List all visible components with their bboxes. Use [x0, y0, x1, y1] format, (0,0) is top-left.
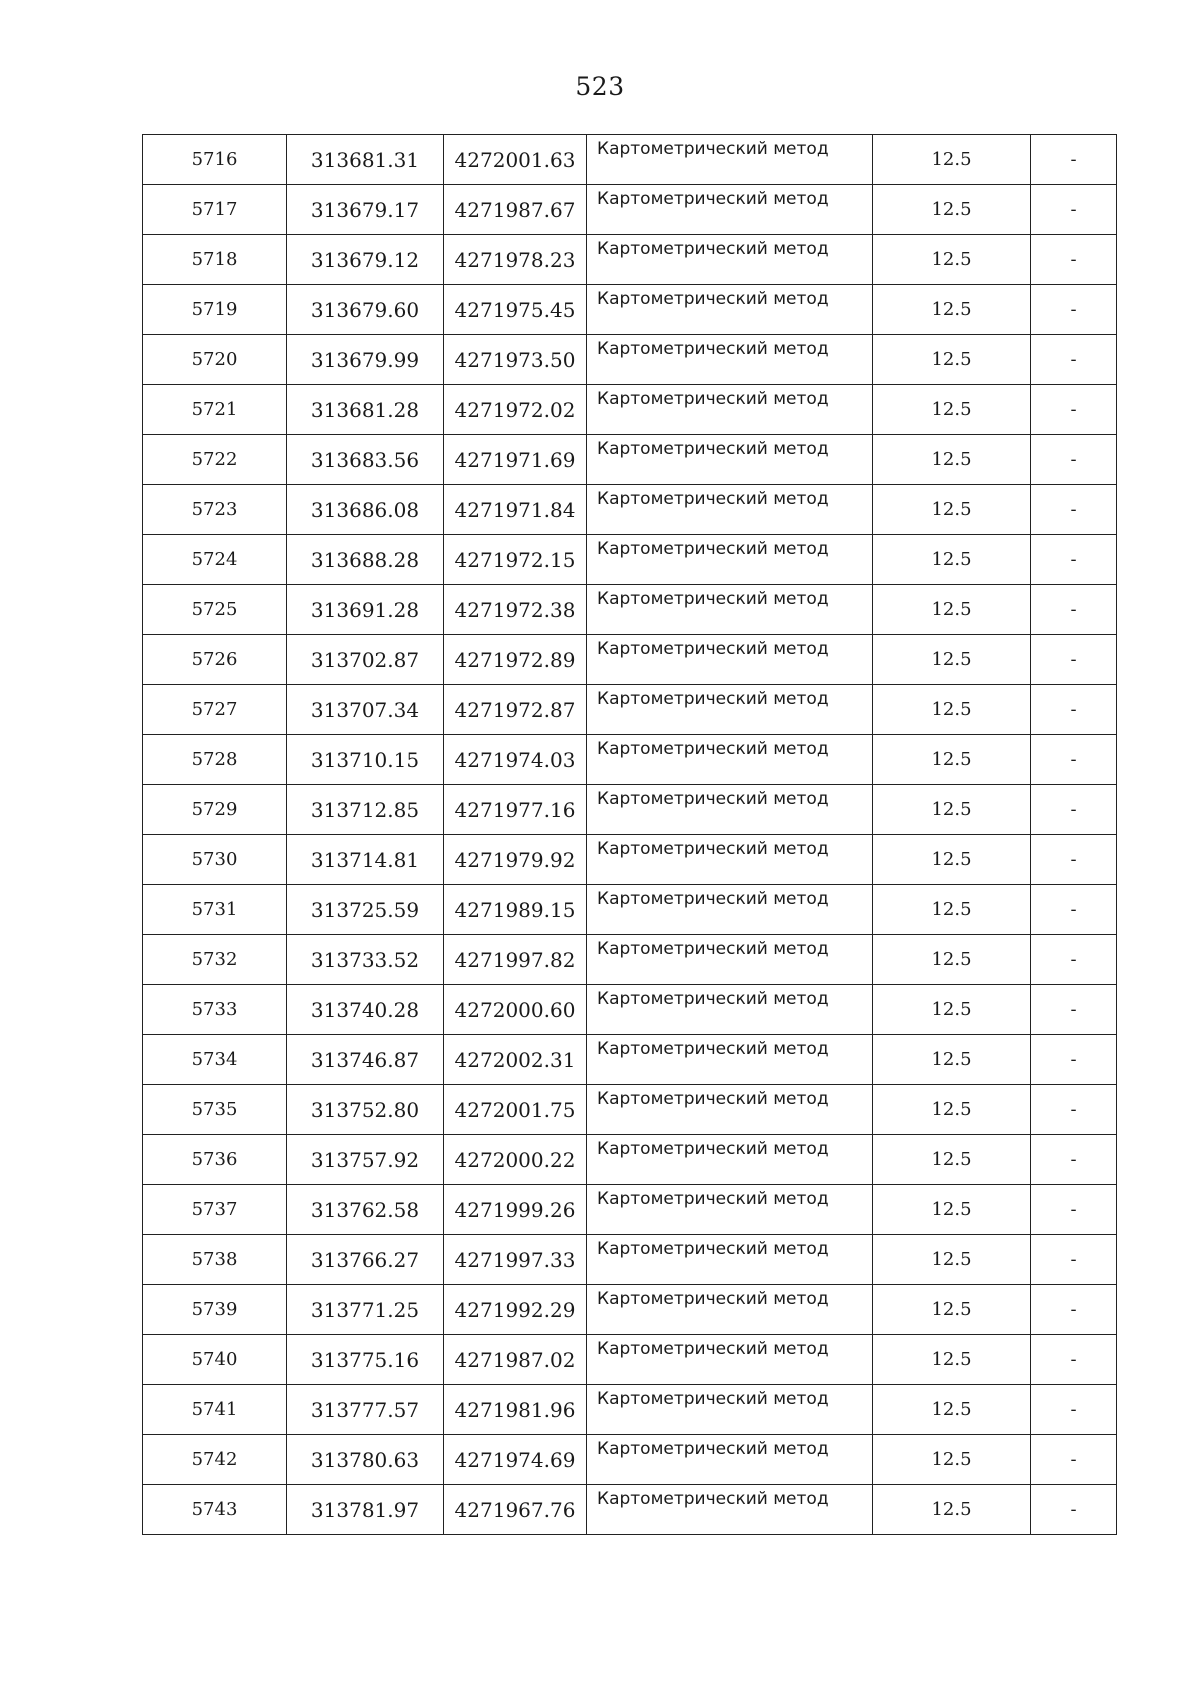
cell-y-coordinate: 4271997.82: [444, 935, 587, 985]
cell-accuracy: 12.5: [873, 1235, 1031, 1285]
cell-point-number: 5735: [143, 1085, 287, 1135]
table-row: [143, 285, 1117, 335]
cell-accuracy: 12.5: [873, 635, 1031, 685]
cell-point-number: 5726: [143, 635, 287, 685]
cell-method: Картометрический метод: [587, 385, 873, 435]
cell-accuracy: 12.5: [873, 335, 1031, 385]
cell-x-coordinate: 313771.25: [287, 1285, 444, 1335]
table-row: [143, 135, 1117, 185]
coordinates-table: [142, 134, 1117, 1535]
table-row: [143, 485, 1117, 535]
cell-y-coordinate: 4271971.84: [444, 485, 587, 535]
table-row: [143, 1035, 1117, 1085]
cell-method: Картометрический метод: [587, 885, 873, 935]
cell-accuracy: 12.5: [873, 135, 1031, 185]
cell-y-coordinate: 4271974.03: [444, 735, 587, 785]
cell-y-coordinate: 4271974.69: [444, 1435, 587, 1485]
cell-x-coordinate: 313740.28: [287, 985, 444, 1035]
cell-accuracy: 12.5: [873, 785, 1031, 835]
cell-y-coordinate: 4271972.89: [444, 635, 587, 685]
cell-description: -: [1031, 385, 1117, 435]
cell-x-coordinate: 313679.99: [287, 335, 444, 385]
cell-method: Картометрический метод: [587, 285, 873, 335]
cell-y-coordinate: 4271971.69: [444, 435, 587, 485]
cell-description: -: [1031, 735, 1117, 785]
table-row: [143, 635, 1117, 685]
table-row: [143, 1385, 1117, 1435]
cell-y-coordinate: 4271972.02: [444, 385, 587, 435]
cell-x-coordinate: 313781.97: [287, 1485, 444, 1535]
table-row: [143, 385, 1117, 435]
table-row: [143, 935, 1117, 985]
cell-description: -: [1031, 1135, 1117, 1185]
cell-point-number: 5741: [143, 1385, 287, 1435]
cell-description: -: [1031, 1235, 1117, 1285]
cell-y-coordinate: 4271987.67: [444, 185, 587, 235]
cell-accuracy: 12.5: [873, 285, 1031, 335]
cell-accuracy: 12.5: [873, 1435, 1031, 1485]
cell-method: Картометрический метод: [587, 935, 873, 985]
cell-y-coordinate: 4271977.16: [444, 785, 587, 835]
table-row: [143, 335, 1117, 385]
cell-x-coordinate: 313746.87: [287, 1035, 444, 1085]
cell-x-coordinate: 313707.34: [287, 685, 444, 735]
cell-y-coordinate: 4271972.38: [444, 585, 587, 635]
cell-point-number: 5731: [143, 885, 287, 935]
cell-method: Картометрический метод: [587, 1335, 873, 1385]
cell-method: Картометрический метод: [587, 485, 873, 535]
cell-accuracy: 12.5: [873, 535, 1031, 585]
cell-x-coordinate: 313712.85: [287, 785, 444, 835]
cell-x-coordinate: 313683.56: [287, 435, 444, 485]
cell-x-coordinate: 313686.08: [287, 485, 444, 535]
table-row: [143, 1135, 1117, 1185]
cell-x-coordinate: 313679.17: [287, 185, 444, 235]
cell-description: -: [1031, 185, 1117, 235]
cell-x-coordinate: 313780.63: [287, 1435, 444, 1485]
table-row: [143, 1085, 1117, 1135]
cell-description: -: [1031, 485, 1117, 535]
table-row: [143, 1485, 1117, 1535]
cell-y-coordinate: 4271979.92: [444, 835, 587, 885]
cell-point-number: 5730: [143, 835, 287, 885]
cell-method: Картометрический метод: [587, 585, 873, 635]
cell-method: Картометрический метод: [587, 1135, 873, 1185]
cell-x-coordinate: 313752.80: [287, 1085, 444, 1135]
cell-method: Картометрический метод: [587, 1235, 873, 1285]
cell-point-number: 5718: [143, 235, 287, 285]
cell-point-number: 5716: [143, 135, 287, 185]
cell-method: Картометрический метод: [587, 335, 873, 385]
cell-x-coordinate: 313679.60: [287, 285, 444, 335]
cell-method: Картометрический метод: [587, 435, 873, 485]
cell-method: Картометрический метод: [587, 685, 873, 735]
cell-description: -: [1031, 285, 1117, 335]
cell-y-coordinate: 4271972.15: [444, 535, 587, 585]
cell-method: Картометрический метод: [587, 535, 873, 585]
table-row: [143, 985, 1117, 1035]
cell-method: Картометрический метод: [587, 635, 873, 685]
cell-description: -: [1031, 1335, 1117, 1385]
table-row: [143, 1235, 1117, 1285]
cell-x-coordinate: 313757.92: [287, 1135, 444, 1185]
table-row: [143, 1435, 1117, 1485]
cell-y-coordinate: 4271981.96: [444, 1385, 587, 1435]
cell-point-number: 5729: [143, 785, 287, 835]
table-row: [143, 685, 1117, 735]
cell-point-number: 5733: [143, 985, 287, 1035]
cell-point-number: 5734: [143, 1035, 287, 1085]
cell-x-coordinate: 313681.31: [287, 135, 444, 185]
cell-accuracy: 12.5: [873, 985, 1031, 1035]
cell-y-coordinate: 4272001.75: [444, 1085, 587, 1135]
cell-x-coordinate: 313691.28: [287, 585, 444, 635]
cell-method: Картометрический метод: [587, 1485, 873, 1535]
cell-method: Картометрический метод: [587, 1435, 873, 1485]
cell-x-coordinate: 313777.57: [287, 1385, 444, 1435]
cell-point-number: 5738: [143, 1235, 287, 1285]
cell-method: Картометрический метод: [587, 735, 873, 785]
cell-method: Картометрический метод: [587, 135, 873, 185]
cell-accuracy: 12.5: [873, 585, 1031, 635]
cell-y-coordinate: 4271999.26: [444, 1185, 587, 1235]
cell-accuracy: 12.5: [873, 835, 1031, 885]
table-row: [143, 535, 1117, 585]
cell-accuracy: 12.5: [873, 1135, 1031, 1185]
cell-description: -: [1031, 1085, 1117, 1135]
cell-point-number: 5723: [143, 485, 287, 535]
cell-description: -: [1031, 535, 1117, 585]
cell-description: -: [1031, 585, 1117, 635]
cell-point-number: 5739: [143, 1285, 287, 1335]
cell-x-coordinate: 313766.27: [287, 1235, 444, 1285]
table-row: [143, 1335, 1117, 1385]
cell-method: Картометрический метод: [587, 835, 873, 885]
cell-method: Картометрический метод: [587, 1085, 873, 1135]
cell-accuracy: 12.5: [873, 235, 1031, 285]
cell-point-number: 5724: [143, 535, 287, 585]
cell-y-coordinate: 4272000.22: [444, 1135, 587, 1185]
cell-y-coordinate: 4271967.76: [444, 1485, 587, 1535]
table-row: [143, 885, 1117, 935]
cell-method: Картометрический метод: [587, 1285, 873, 1335]
cell-point-number: 5721: [143, 385, 287, 435]
cell-method: Картометрический метод: [587, 185, 873, 235]
cell-point-number: 5727: [143, 685, 287, 735]
cell-point-number: 5743: [143, 1485, 287, 1535]
cell-description: -: [1031, 1285, 1117, 1335]
cell-accuracy: 12.5: [873, 1335, 1031, 1385]
cell-description: -: [1031, 785, 1117, 835]
cell-description: -: [1031, 1435, 1117, 1485]
cell-x-coordinate: 313725.59: [287, 885, 444, 935]
cell-point-number: 5722: [143, 435, 287, 485]
cell-point-number: 5719: [143, 285, 287, 335]
cell-point-number: 5717: [143, 185, 287, 235]
table-row: [143, 435, 1117, 485]
cell-method: Картометрический метод: [587, 1185, 873, 1235]
cell-x-coordinate: 313762.58: [287, 1185, 444, 1235]
cell-method: Картометрический метод: [587, 1035, 873, 1085]
cell-x-coordinate: 313702.87: [287, 635, 444, 685]
cell-point-number: 5732: [143, 935, 287, 985]
cell-method: Картометрический метод: [587, 785, 873, 835]
cell-description: -: [1031, 1185, 1117, 1235]
cell-point-number: 5737: [143, 1185, 287, 1235]
cell-y-coordinate: 4271973.50: [444, 335, 587, 385]
cell-method: Картометрический метод: [587, 1385, 873, 1435]
cell-description: -: [1031, 235, 1117, 285]
cell-description: -: [1031, 135, 1117, 185]
cell-accuracy: 12.5: [873, 385, 1031, 435]
cell-description: -: [1031, 1385, 1117, 1435]
cell-accuracy: 12.5: [873, 1485, 1031, 1535]
cell-y-coordinate: 4272001.63: [444, 135, 587, 185]
table-row: [143, 785, 1117, 835]
cell-description: -: [1031, 685, 1117, 735]
cell-accuracy: 12.5: [873, 1035, 1031, 1085]
cell-x-coordinate: 313714.81: [287, 835, 444, 885]
cell-accuracy: 12.5: [873, 185, 1031, 235]
cell-accuracy: 12.5: [873, 685, 1031, 735]
cell-accuracy: 12.5: [873, 485, 1031, 535]
cell-description: -: [1031, 335, 1117, 385]
cell-y-coordinate: 4271972.87: [444, 685, 587, 735]
cell-description: -: [1031, 985, 1117, 1035]
cell-accuracy: 12.5: [873, 1385, 1031, 1435]
table-row: [143, 835, 1117, 885]
table-row: [143, 1185, 1117, 1235]
table-row: [143, 185, 1117, 235]
cell-y-coordinate: 4271992.29: [444, 1285, 587, 1335]
cell-x-coordinate: 313710.15: [287, 735, 444, 785]
cell-point-number: 5740: [143, 1335, 287, 1385]
cell-accuracy: 12.5: [873, 1185, 1031, 1235]
cell-point-number: 5725: [143, 585, 287, 635]
page-number: 523: [575, 72, 625, 101]
cell-y-coordinate: 4271997.33: [444, 1235, 587, 1285]
cell-x-coordinate: 313679.12: [287, 235, 444, 285]
cell-accuracy: 12.5: [873, 435, 1031, 485]
table-row: [143, 235, 1117, 285]
cell-x-coordinate: 313681.28: [287, 385, 444, 435]
cell-y-coordinate: 4272000.60: [444, 985, 587, 1035]
cell-description: -: [1031, 935, 1117, 985]
cell-description: -: [1031, 435, 1117, 485]
table-row: [143, 1285, 1117, 1335]
cell-point-number: 5720: [143, 335, 287, 385]
coordinates-table-body: [143, 135, 1117, 1535]
cell-x-coordinate: 313733.52: [287, 935, 444, 985]
cell-x-coordinate: 313775.16: [287, 1335, 444, 1385]
cell-accuracy: 12.5: [873, 935, 1031, 985]
cell-accuracy: 12.5: [873, 735, 1031, 785]
cell-y-coordinate: 4271975.45: [444, 285, 587, 335]
table-row: [143, 585, 1117, 635]
cell-y-coordinate: 4272002.31: [444, 1035, 587, 1085]
table-row: [143, 735, 1117, 785]
cell-accuracy: 12.5: [873, 1085, 1031, 1135]
cell-method: Картометрический метод: [587, 985, 873, 1035]
cell-description: -: [1031, 635, 1117, 685]
cell-point-number: 5728: [143, 735, 287, 785]
cell-accuracy: 12.5: [873, 1285, 1031, 1335]
cell-description: -: [1031, 1485, 1117, 1535]
cell-description: -: [1031, 885, 1117, 935]
cell-method: Картометрический метод: [587, 235, 873, 285]
cell-point-number: 5736: [143, 1135, 287, 1185]
cell-accuracy: 12.5: [873, 885, 1031, 935]
cell-description: -: [1031, 1035, 1117, 1085]
cell-point-number: 5742: [143, 1435, 287, 1485]
cell-y-coordinate: 4271978.23: [444, 235, 587, 285]
cell-y-coordinate: 4271989.15: [444, 885, 587, 935]
cell-description: -: [1031, 835, 1117, 885]
cell-y-coordinate: 4271987.02: [444, 1335, 587, 1385]
cell-x-coordinate: 313688.28: [287, 535, 444, 585]
